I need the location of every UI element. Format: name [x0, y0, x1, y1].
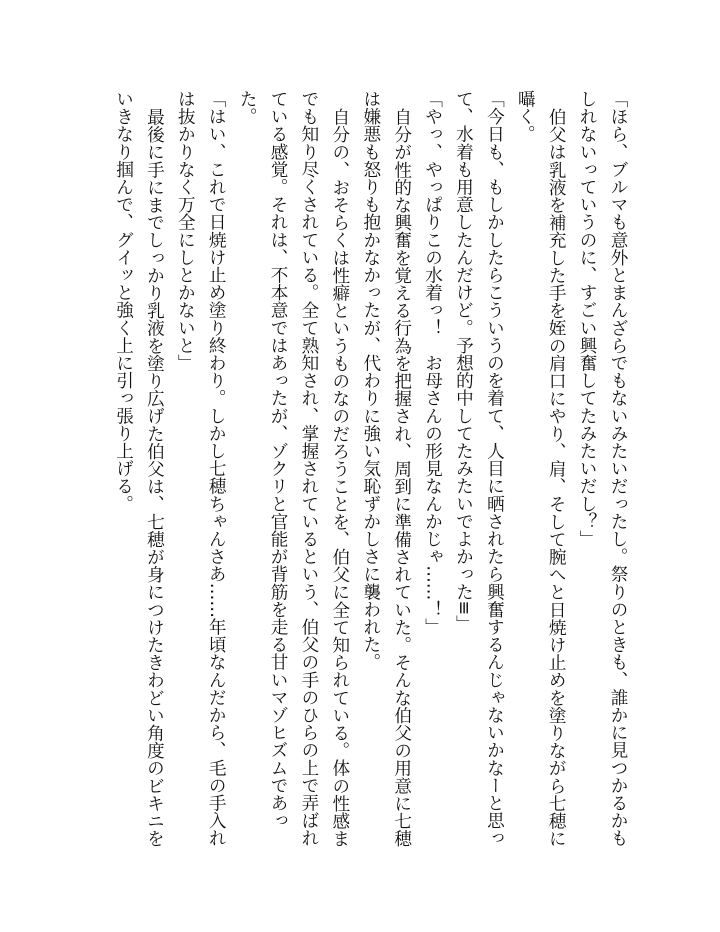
text-line: 伯父は乳液を補充した手を姪の肩口にやり、肩、そして腕へと日焼け止めを塗りながら七穂に	[546, 107, 567, 847]
text-line: は抜かりなく万全にしとかないと」	[175, 90, 196, 372]
text-line: しれないっていうのに、すごい興奮してたみたいだし？」	[577, 90, 598, 548]
text-line: ている感覚。それは、不本意ではあったが、ゾクリと官能が背筋を走る甘いマゾヒズムであっ	[268, 90, 289, 830]
text-line: て、水着も用意したんだけど。予想的中してたみたいでよかった≡」	[453, 90, 474, 633]
text-line: 「はい、これで日焼け止め塗り終わり。しかし七穂ちゃんさあ……年頃なんだから、毛の手入れ	[206, 90, 227, 847]
text-line: 自分の、おそらくは性癖というものなのだろうことを、伯父に全て知られている。体の性感ま	[329, 107, 350, 847]
text-line: でも知り尽くされている。全て熟知され、掌握されているという、伯父の手のひらの上で弄ばれ	[298, 90, 319, 847]
text-line: た。	[237, 90, 258, 126]
text-line: は嫌悪も怒りも抱かなかったが、代わりに強い気恥ずかしさに襲われた。	[360, 90, 381, 671]
text-line: いきなり掴んで、グイッと強く上に引っ張り上げる。	[113, 90, 134, 513]
text-line: 「今日も、もしかしたらこういうのを着て、人目に晒されたら興奮するんじゃないかなーと思っ	[484, 90, 505, 847]
text-line: 自分が性的な興奮を覚える行為を把握され、周到に準備されていた。そんな伯父の用意に七穂	[391, 107, 412, 847]
text-line: 囁く。	[515, 90, 536, 143]
vertical-text-page	[108, 90, 633, 870]
text-line: 「やっ、やっぱりこの水着っ！ お母さんの形見なんかじゃ……！」	[422, 90, 443, 636]
text-line: 「ほら、ブルマも意外とまんざらでもないみたいだったし。祭りのときも、誰かに見つかるかも	[608, 90, 628, 847]
text-line: 最後に手にまでしっかり乳液を塗り広げた伯父は、七穂が身につけたきわどい角度のビキニを	[144, 107, 165, 847]
